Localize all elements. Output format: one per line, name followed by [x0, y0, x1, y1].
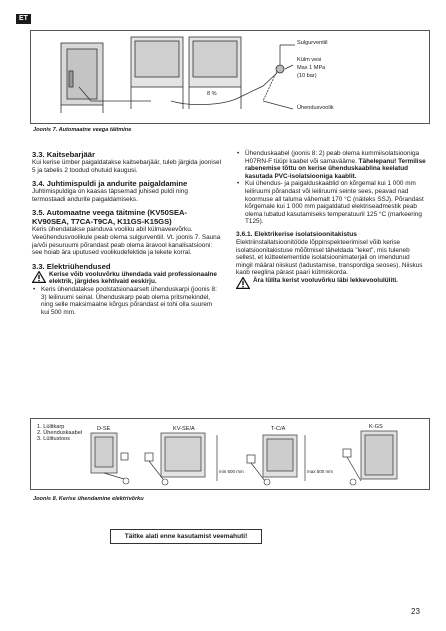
notice-box: Täitke alati enne kasutamist veemahuti!: [110, 529, 262, 544]
cable-bullet-normal: Ühenduskaabel (joonis 8: 2) peab olema kummiisolatsiooniga H07RN-F tüüpi kaabel või samaväärne.: [245, 150, 420, 165]
dimension-min: min 500 mm: [219, 469, 244, 474]
section-body-3-6-1: Elektriinstallatsioonitööde lõppinspekteerimisel võib kerise isolatsioonitakistuse mõõtmisel täheldada "leket", mis tuleneb sellest, et kütteelementide isolatsioonimaterjali on imendunud mingil määral niiskust (ladustamise, transpordiga seoses). Niiskus kaob reeglina pärast paari kütmiskorda.: [236, 238, 423, 277]
section-body-3-5: Keris ühendatakse painduva vooliku abil külmaveevõrku. Veeühendusvoolikule peab olema sulgurventiil. Vt. joonis 7. Sauna ja/või pesuruumi põrandast peab olema äravool kanalisatsiooni: see hoiab ära uputused voolikudefektide ja lekete korral.: [32, 226, 221, 257]
figure-8-caption: Joonis 8. Kerise ühendamine elektrivõrku: [33, 496, 144, 502]
cable-bullet-bold: Tähelepanu! Termilise rabenemise tõttu on kerise ühenduskaablina keelatud kasutada PVC-isolatsiooniga kaablit.: [245, 157, 426, 180]
language-tag: ET: [16, 14, 31, 24]
warning-icon: [236, 277, 250, 289]
section-title-3-3: 3.3. Kaitsebarjäär: [32, 150, 95, 159]
leakage-warning-text: Ära lülita kerist vooluvõrku läbi lekkevoolulüliti.: [253, 276, 398, 284]
legend-item-2: 2. Ühenduskaabel: [37, 430, 83, 436]
label-valve: Sulgurventiil: [297, 40, 328, 46]
temperature-bullet: [236, 180, 428, 226]
leakage-warning: [236, 277, 428, 289]
warning-icon: [32, 271, 46, 283]
section-title-3-4: 3.4. Juhtimispuldi ja andurite paigaldamine: [32, 179, 188, 189]
right-column: [236, 150, 428, 289]
section-body-3-3: Kui kerise ümber paigaldatakse kaitsebarjäär, tuleb järgida joonisel 5 ja tabelis 2 toodud ohutuid kaugusi.: [32, 159, 221, 174]
figure-7-caption: Joonis 7. Automaatne veega täitmine: [33, 127, 132, 133]
page-number: 23: [411, 607, 420, 616]
section-title-3-5-line1: 3.5. Automaatne veega täitmine (KV50SEA-: [32, 208, 188, 218]
electrical-warning: [32, 271, 222, 286]
model-label-dse: D-SE: [97, 426, 111, 432]
model-label-tca: T-C/A: [271, 426, 286, 432]
cable-bullet-text: [245, 150, 428, 180]
cable-bullet: [236, 150, 428, 180]
figure-7: [30, 30, 430, 124]
figure-8: [30, 418, 430, 490]
figure-7-drawing: [31, 31, 429, 123]
label-drain: Ühendusvoolik: [297, 105, 334, 111]
left-column: [32, 150, 222, 316]
section-title-electrical: 3.3. Elektriühendused: [32, 261, 111, 271]
section-body-3-4: Juhtimispuldiga on kaasas täpsemad juhised puldi ning termostaadi andurite paigaldamiseks.: [32, 188, 188, 203]
model-label-kvse: KV-SE/A: [173, 426, 195, 432]
section-title-3-5-line2: KV90SEA, T7CA-T9CA, K11GS-K15GS): [32, 217, 172, 227]
legend-item-1: 1. Lülitkarp: [37, 424, 65, 430]
electrical-warning-text: Kerise võib vooluvõrku ühendada vaid professionaalne elektrik, järgides kehtivaid eeskirju.: [49, 270, 217, 286]
legend-item-3: 3. Lülitustoos: [37, 436, 70, 442]
temperature-bullet-text: • Kui ühendus- ja paigalduskaablid on kõrgemal kui 1 000 mm leiliruumi põrandast või leiliruumi seinte sees, peavad nad koormuse all taluma vähemalt 170 °C (näiteks SSJ). Põrandast kõrgemale kui 1 000 mm paigaldatud elektriseadmestik peab olema lubatud kasutamiseks temperatuuril 125 °C (markeering T125).: [245, 180, 424, 226]
electrical-bullet-text: • Keris ühendatakse poolstatsionaarselt ühenduskarpi (joonis 8: 3) leiliruumi seinal. Ühenduskarp peab olema pritsmekindel, ning selle maksimaalne kõrgus põrandast ei tohi olla suurem kui 500 mm.: [41, 285, 217, 316]
electrical-bullet: [32, 286, 222, 316]
label-slope: 8 %: [207, 91, 217, 97]
label-pressure-bar: (10 bar): [297, 73, 317, 79]
label-cold-water: Külm vesi: [297, 57, 322, 63]
dimension-max: max 500 mm: [307, 469, 334, 474]
section-title-3-6-1: 3.6.1. Elektrikerise isolatsioonitakistus: [236, 230, 357, 238]
label-pressure: Max 1 MPa: [297, 65, 326, 71]
model-label-kgs: K-GS: [369, 424, 383, 430]
